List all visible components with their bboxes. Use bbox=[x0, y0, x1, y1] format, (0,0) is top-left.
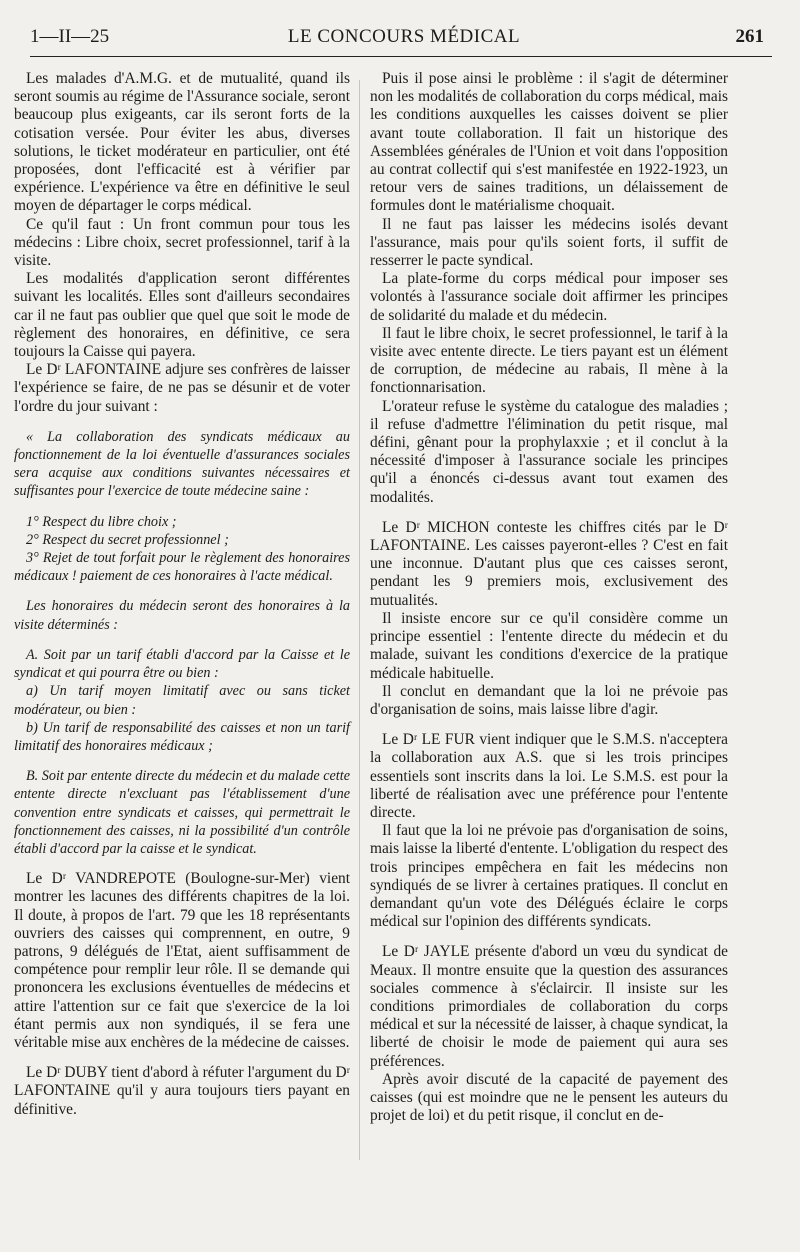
resolution-fees: Les honoraires du médecin seront des honoraires à la visite déterminés : bbox=[14, 598, 350, 633]
resolution-point-1: 1° Respect du libre choix ; bbox=[26, 513, 177, 530]
resolution-option-a: A. Soit par un tarif établi d'accord par la Caisse et le syndicat et qui pourra être ou bien : bbox=[14, 646, 350, 682]
paragraph: Il insiste encore sur ce qu'il considère comme un principe essentiel : l'entente directe du médecin et du malade, suivant les conditions d'exercice de la pratique médicale habituelle. bbox=[370, 609, 728, 682]
paragraph: Les modalités d'application seront différentes suivant les localités. Elles sont d'ailleurs secondaires car il ne faut pas oublier que quel que soit le mode de règlement des honoraires, en définitive, ce sera toujours la Caisse qui payera. bbox=[14, 270, 350, 361]
paragraph: Le Dʳ LAFONTAINE adjure ses confrères de laisser l'expérience se faire, de ne pas se désunir et de voter l'ordre du jour suivant : bbox=[14, 361, 350, 415]
left-column bbox=[14, 70, 350, 1119]
header-rule bbox=[30, 56, 772, 57]
paragraph: L'orateur refuse le système du catalogue des maladies ; il refuse d'admettre l'élimination du petit risque, mal défini, gênant pour la prophylaxxie ; et il conclut à la nécessité d'imposer à l'assurance sociale les principes qu'il a énoncés ci-dessus avant tout examen des modalités. bbox=[370, 397, 728, 506]
paragraph: Le Dʳ JAYLE présente d'abord un vœu du syndicat de Meaux. Il montre ensuite que la question des assurances sociales commence à s'éclaircir. Il insiste sur les conditions primordiales de collaboration du corps médical et sur la nécessité de laisser, à chaque syndicat, la liberté de choisir le mode de paiement qui aura ses préférences. bbox=[370, 943, 728, 1070]
resolution-point-3: 3° Rejet de tout forfait pour le règlement des honoraires médicaux ! paiement de ces honoraires à l'acte médical. bbox=[14, 550, 350, 585]
paragraph: Ce qu'il faut : Un front commun pour tous les médecins : Libre choix, secret professionnel, tarif à la visite. bbox=[14, 215, 350, 270]
paragraph: Le Dʳ DUBY tient d'abord à réfuter l'argument du Dʳ LAFONTAINE qu'il y aura toujours tiers payant en définitive. bbox=[14, 1064, 350, 1118]
paragraph: Il faut que la loi ne prévoie pas d'organisation de soins, mais laisse la liberté d'entente. L'obligation du respect des trois principes empêchera en fait les médecins non syndiqués de se livrer à certaines pratiques. Il conclut en demandant qu'un vote des Délégués éclaire le corps médical sur l'opinion des différents syndicats. bbox=[370, 822, 728, 931]
paragraph: Il conclut en demandant que la loi ne prévoie pas d'organisation de soins, mais laisse libre d'agir. bbox=[370, 682, 728, 718]
resolution-option-b: B. Soit par entente directe du médecin et du malade cette entente directe n'excluant pas l'établissement d'une convention entre syndicats et caisses, qui permettrait le fonctionnement des caisses, ni la possibilité d'un contrôle établi d'accord par la caisse et le syndicat. bbox=[14, 768, 350, 857]
resolution-point-2: 2° Respect du secret professionnel ; bbox=[26, 531, 229, 548]
page-number: 261 bbox=[735, 26, 764, 47]
paragraph: Les malades d'A.M.G. et de mutualité, quand ils seront soumis au régime de l'Assurance sociale, seront beaucoup plus exigeants, car ils seront forts de la cotisation versée. Pour éviter les abus, diverses solutions, le ticket modérateur en particulier, ont été proposées, dont l'efficacité est à vérifier par expérience. L'expérience va être en définitive le seul moyen de départager le corps médical. bbox=[14, 70, 350, 215]
column-divider bbox=[359, 80, 360, 1160]
journal-title: LE CONCOURS MÉDICAL bbox=[287, 26, 521, 47]
paragraph: Il faut le libre choix, le secret professionnel, le tarif à la visite avec entente directe. Le tiers payant est un élément de corruption, de médecine au rabais, Il mène à la fonctionnarisation. bbox=[370, 324, 728, 397]
resolution-intro: « La collaboration des syndicats médicaux au fonctionnement de la loi éventuelle d'assurances sociales sera acquise aux conditions suivantes nécessaires et suffisantes pour l'exercice de toute médecine saine : bbox=[14, 428, 350, 500]
paragraph: Il ne faut pas laisser les médecins isolés devant l'assurance, mais pour qu'ils soient forts, il suffit de resserrer le pacte syndical. bbox=[370, 215, 728, 270]
paragraph: Puis il pose ainsi le problème : il s'agit de déterminer non les modalités de collaboration du corps médical, mais les conditions auxquelles les caisses doivent se plier avant toute collaboration. Il fait un historique des Assemblées générales de l'Union et voit dans l'opposition au contrat collectif qui s'est manifestée en 1922-1923, un retour vers de saines traditions, un délaissement de formules dont le matérialisme choquait. bbox=[370, 70, 728, 215]
header-date: 1—II—25 bbox=[30, 26, 110, 47]
resolution-option-a2: b) Un tarif de responsabilité des caisses et non un tarif limitatif des honoraires médicaux ; bbox=[14, 719, 350, 754]
resolution-option-a1: a) Un tarif moyen limitatif avec ou sans ticket modérateur, ou bien : bbox=[14, 683, 350, 718]
paragraph: Après avoir discuté de la capacité de payement des caisses (qui est moindre que ne le pensent les auteurs du projet de loi) et du petit risque, il conclut en de- bbox=[370, 1070, 728, 1125]
running-header bbox=[30, 24, 778, 54]
paragraph: Le Dʳ MICHON conteste les chiffres cités par le Dʳ LAFONTAINE. Les caisses payeront-elles ? C'est en fait une inconnue. D'autant plus que ces caisses seront, pendant les 9 premiers mois, exclusivement des mutualités. bbox=[370, 518, 728, 609]
paragraph: Le Dʳ VANDREPOTE (Boulogne-sur-Mer) vient montrer les lacunes des différents chapitres de la loi. Il doute, à propos de l'art. 79 que les 18 représentants ouvriers des caisses qui comprennent, en outre, 9 patrons, 9 délégués de l'Etat, aient suffisamment de compétence pour remplir leur rôle. Il se demande qui prononcera les exclusions éventuelles de médecins et attire l'attention sur ce fait que s'exercice de la loi étant permis aux non syndiqués, il se fera une véritable mise aux enchères de la médecine de caisses. bbox=[14, 870, 350, 1051]
paragraph: La plate-forme du corps médical pour imposer ses volontés à l'assurance sociale doit affirmer les principes de solidarité du malade et du médecin. bbox=[370, 270, 728, 324]
paragraph: Le Dʳ LE FUR vient indiquer que le S.M.S. n'acceptera la collaboration aux A.S. que si les trois principes essentiels sont inscrits dans la loi. Le S.M.S. est pour la liberté de réalisation avec une préférence pour l'entente directe. bbox=[370, 731, 728, 821]
right-column bbox=[370, 70, 728, 1125]
